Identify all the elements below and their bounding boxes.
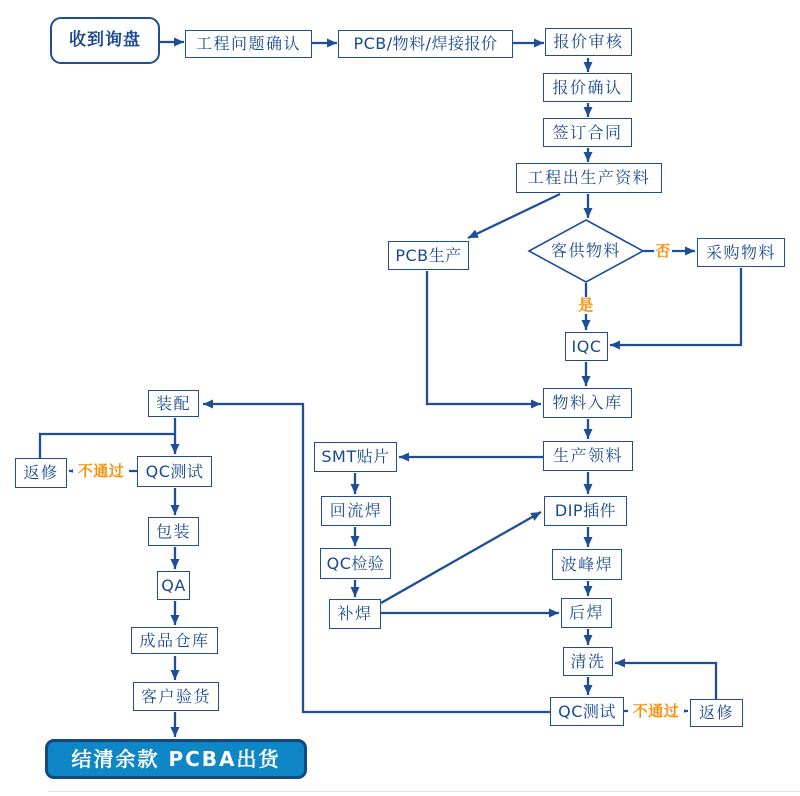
connector-engoutput-to-pcbprod [468, 194, 560, 238]
node-iqc: IQC [565, 332, 608, 361]
node-packing: 包装 [148, 517, 199, 546]
node-final-settle-ship: 结清余款 PCBA出货 [45, 739, 307, 779]
node-cleaning: 清洗 [563, 647, 613, 676]
edge-label-fail-left: 不通过 [73, 463, 129, 480]
node-qc-test-left: QC测试 [137, 456, 212, 487]
edge-label-fail-right: 不通过 [628, 703, 684, 720]
node-quote-review: 报价审核 [545, 28, 632, 56]
connector-rework-to-cleaning [615, 663, 716, 699]
connector-pcbprod-to-storage [427, 271, 541, 404]
node-rework-right: 返修 [690, 699, 743, 727]
node-qa: QA [157, 571, 190, 600]
node-material-requisition: 生产领料 [543, 441, 633, 471]
node-quote-confirm: 报价确认 [543, 73, 632, 102]
node-purchase-material: 采购物料 [697, 238, 785, 267]
node-customer-inspection: 客户验货 [133, 682, 219, 711]
node-post-solder: 后焊 [561, 598, 612, 628]
node-customer-supplied-decision: 客供物料 [550, 241, 621, 260]
node-rework-left: 返修 [15, 458, 67, 488]
edge-label-no: 否 [655, 242, 671, 260]
node-wave-solder: 波峰焊 [552, 549, 622, 580]
connector-touchup-to-dip [381, 512, 541, 603]
node-assembly: 装配 [148, 390, 199, 417]
edge-label-yes: 是 [578, 296, 594, 314]
node-qc-test-right: QC测试 [550, 697, 624, 726]
node-engineering-confirm: 工程问题确认 [185, 30, 312, 58]
node-quotation: PCB/物料/焊接报价 [338, 30, 513, 58]
node-pcb-production: PCB生产 [388, 241, 469, 270]
node-dip: DIP插件 [544, 496, 627, 526]
node-qc-inspection: QC检验 [320, 548, 391, 579]
node-engineering-output: 工程出生产资料 [516, 163, 662, 193]
node-smt: SMT贴片 [314, 442, 397, 472]
node-sign-contract: 签订合同 [543, 118, 632, 147]
connector-reworkleft-loop [40, 434, 174, 458]
node-material-storage: 物料入库 [543, 388, 632, 418]
node-reflow: 回流焊 [321, 496, 391, 526]
node-received-inquiry: 收到询盘 [50, 17, 160, 64]
node-touch-up-solder: 补焊 [329, 599, 381, 629]
connector-purchase-to-iqc [610, 268, 741, 345]
node-finished-goods-store: 成品仓库 [131, 627, 218, 654]
